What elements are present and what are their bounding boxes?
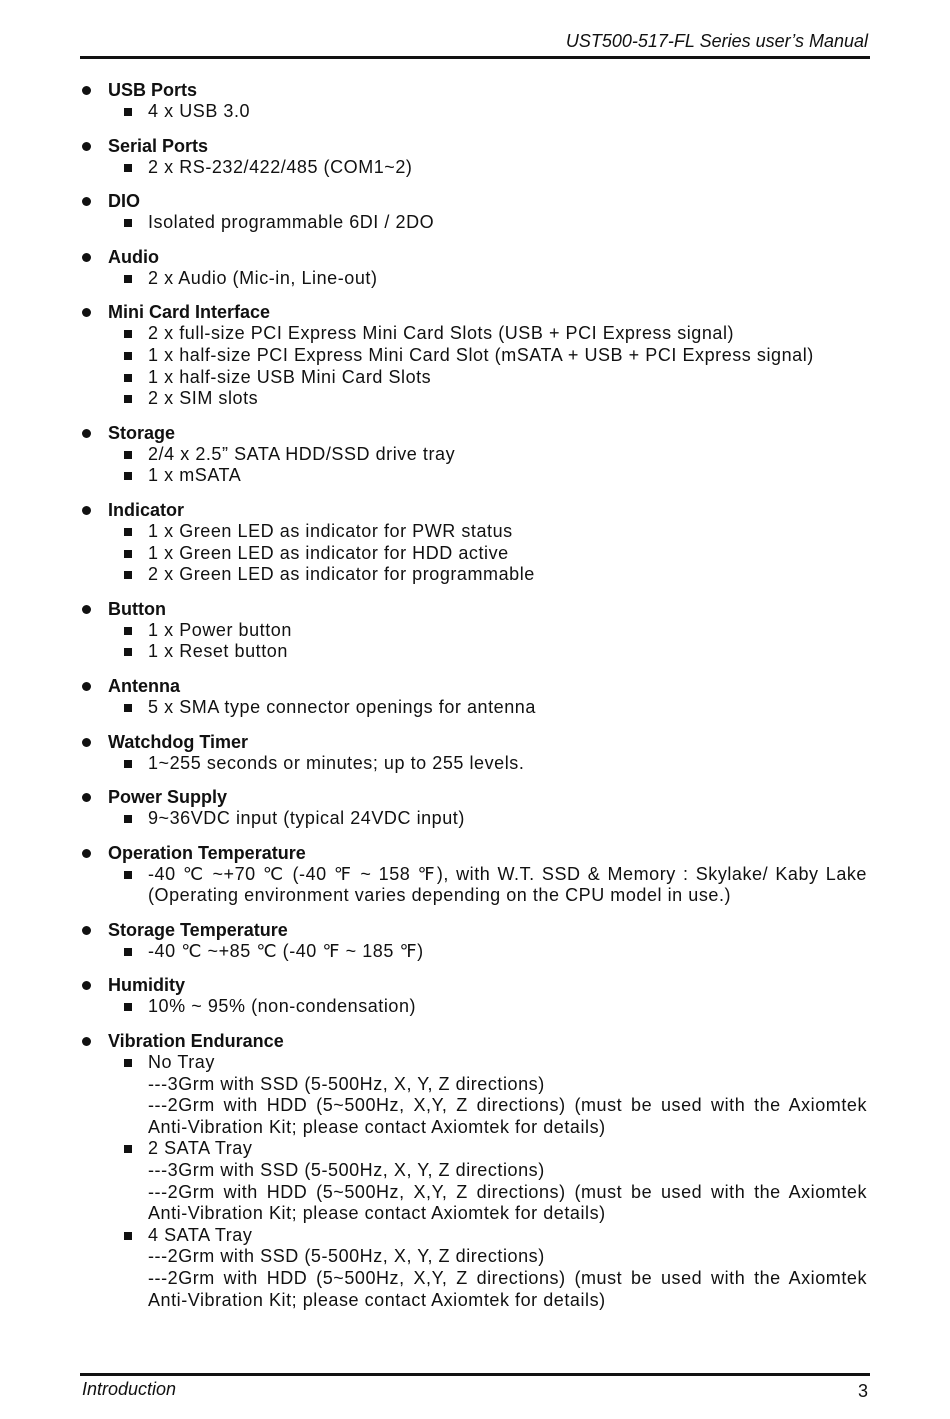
bullet-square-icon [124,704,132,712]
section-title: Antenna [108,675,180,696]
section-title: Watchdog Timer [108,731,249,752]
spec-item-text: 9~36VDC input (typical 24VDC input) [148,808,465,829]
spec-item-text: -40 ℃ ~+85 ℃ (-40 ℉ ~ 185 ℉) [148,940,424,961]
spec-item [80,996,875,1018]
spec-item-text: 1 x Green LED as indicator for HDD active [148,542,509,563]
spec-item-text: No Tray [148,1052,215,1073]
spec-item [80,641,875,663]
spec-item [80,1052,875,1074]
spec-item [80,697,875,719]
bullet-dot-icon [82,793,91,802]
bullet-square-icon [124,528,132,536]
section-heading [80,842,875,864]
bullet-square-icon [124,164,132,172]
spec-item-text: 4 x USB 3.0 [148,101,251,121]
bullet-square-icon [124,472,132,480]
spec-item [80,864,875,907]
spec-section [80,301,875,409]
spec-item-text: Isolated programmable 6DI / 2DO [148,212,435,233]
spec-item [80,521,875,543]
spec-item-text: 2 x RS-232/422/485 (COM1~2) [148,156,413,177]
spec-item-text: 2 x Green LED as indicator for programmable [148,564,535,585]
bullet-square-icon [124,1003,132,1011]
section-heading [80,422,875,444]
spec-item [80,941,875,963]
spec-item-text: 10% ~ 95% (non-condensation) [148,996,417,1017]
spec-section [80,842,875,907]
bullet-square-icon [124,815,132,823]
spec-section [80,246,875,290]
bullet-square-icon [124,550,132,558]
section-heading [80,190,875,212]
section-heading [80,919,875,941]
spec-item [80,101,875,123]
spec-section [80,79,875,123]
section-title: Storage [108,422,176,443]
section-title: DIO [108,191,141,212]
bullet-dot-icon [82,197,91,206]
spec-item-text: 1 x half-size USB Mini Card Slots [148,366,432,387]
spec-item-text: 2 x SIM slots [148,388,259,409]
spec-item [80,444,875,466]
spec-section [80,422,875,487]
bullet-dot-icon [82,605,91,614]
spec-item-text: 1~255 seconds or minutes; up to 255 levels. [148,752,525,773]
spec-item [80,388,875,410]
spec-section [80,135,875,179]
spec-item [80,345,875,367]
section-title: Audio [108,246,159,267]
spec-item-text: 1 x Power button [148,619,292,640]
bullet-square-icon [124,760,132,768]
bullet-dot-icon [82,429,91,438]
section-title: Mini Card Interface [108,302,271,323]
section-title: Serial Ports [108,135,209,156]
spec-section [80,1030,875,1311]
spec-item [80,753,875,775]
section-title: Operation Temperature [108,842,306,863]
section-heading [80,301,875,323]
bullet-dot-icon [82,926,91,935]
section-title: Vibration Endurance [108,1031,284,1052]
bullet-dot-icon [82,682,91,691]
spec-section [80,919,875,963]
page-header [80,30,870,59]
spec-item-text: 5 x SMA type connector openings for antenna [148,696,536,717]
bullet-square-icon [124,648,132,656]
footer-section-name: Introduction [82,1379,177,1399]
section-heading [80,79,875,101]
section-heading [80,731,875,753]
bullet-square-icon [124,374,132,382]
bullet-dot-icon [82,738,91,747]
bullet-square-icon [124,627,132,635]
section-title: Storage Temperature [108,919,288,940]
section-heading [80,246,875,268]
section-heading [80,598,875,620]
spec-item-text: 1 x Green LED as indicator for PWR status [148,520,513,541]
bullet-square-icon [124,1232,132,1240]
bullet-square-icon [124,948,132,956]
spec-section [80,190,875,234]
page-footer [80,1373,870,1401]
spec-item-text: 2 x Audio (Mic-in, Line-out) [148,267,378,288]
section-title: Indicator [108,499,185,520]
spec-item [80,620,875,642]
spec-item-text: -40 ℃ ~+70 ℃ (-40 ℉ ~ 158 ℉), with W.T. SSD & Memory : Skylake/ Kaby Lake (Operating environment varies depending on the CPU model in use.) [148,863,867,906]
section-heading [80,675,875,697]
spec-item [80,367,875,389]
bullet-dot-icon [82,849,91,858]
spec-item [80,323,875,345]
section-heading [80,1030,875,1052]
bullet-square-icon [124,571,132,579]
bullet-dot-icon [82,981,91,990]
spec-item-text: 2/4 x 2.5” SATA HDD/SSD drive tray [148,443,456,464]
spec-section [80,675,875,719]
bullet-square-icon [124,275,132,283]
section-title: Humidity [108,975,186,996]
section-title: Button [108,598,166,619]
bullet-dot-icon [82,308,91,317]
spec-item [80,465,875,487]
bullet-square-icon [124,108,132,116]
spec-subitem: ---2Grm with SSD (5-500Hz, X, Y, Z directions) [148,1246,545,1267]
bullet-square-icon [124,871,132,879]
spec-subitem: ---3Grm with SSD (5-500Hz, X, Y, Z directions) [148,1160,545,1181]
manual-title: UST500-517-FL Series user’s Manual [565,31,868,51]
bullet-dot-icon [82,506,91,515]
spec-item-text: 4 SATA Tray [148,1224,253,1245]
spec-item [80,268,875,290]
bullet-square-icon [124,1059,132,1067]
spec-item [80,212,875,234]
bullet-square-icon [124,451,132,459]
spec-list [80,79,875,1323]
bullet-square-icon [124,352,132,360]
bullet-square-icon [124,395,132,403]
page-number: 3 [857,1381,868,1401]
bullet-dot-icon [82,1037,91,1046]
spec-subitem: ---2Grm with HDD (5~500Hz, X,Y, Z directions) (must be used with the Axiomtek Anti-Vibration Kit; please contact Axiomtek for details) [148,1181,867,1224]
spec-item-text: 2 x full-size PCI Express Mini Card Slots (USB + PCI Express signal) [148,323,735,344]
spec-section [80,786,875,830]
section-heading [80,499,875,521]
spec-item-text: 1 x half-size PCI Express Mini Card Slot (mSATA + USB + PCI Express signal) [148,344,814,365]
bullet-square-icon [124,219,132,227]
spec-subitem: ---3Grm with SSD (5-500Hz, X, Y, Z directions) [148,1073,545,1094]
spec-item [80,1138,875,1160]
spec-section [80,598,875,663]
bullet-square-icon [124,1145,132,1153]
spec-item [80,157,875,179]
spec-subitem: ---2Grm with HDD (5~500Hz, X,Y, Z directions) (must be used with the Axiomtek Anti-Vibration Kit; please contact Axiomtek for details) [148,1268,867,1310]
section-heading [80,974,875,996]
spec-item [80,808,875,830]
spec-item [80,543,875,565]
section-title: Power Supply [108,787,228,808]
spec-item [80,1225,875,1247]
section-title: USB Ports [108,80,198,100]
bullet-square-icon [124,330,132,338]
spec-item-text: 1 x Reset button [148,641,288,662]
spec-item-text: 1 x mSATA [148,465,242,486]
bullet-dot-icon [82,142,91,151]
spec-item-text: 2 SATA Tray [148,1138,253,1159]
spec-section [80,731,875,775]
bullet-dot-icon [82,86,91,95]
spec-section [80,974,875,1018]
spec-section [80,499,875,586]
section-heading [80,135,875,157]
spec-item [80,564,875,586]
section-heading [80,786,875,808]
bullet-dot-icon [82,253,91,262]
spec-subitem: ---2Grm with HDD (5~500Hz, X,Y, Z directions) (must be used with the Axiomtek Anti-Vibration Kit; please contact Axiomtek for details) [148,1095,867,1137]
